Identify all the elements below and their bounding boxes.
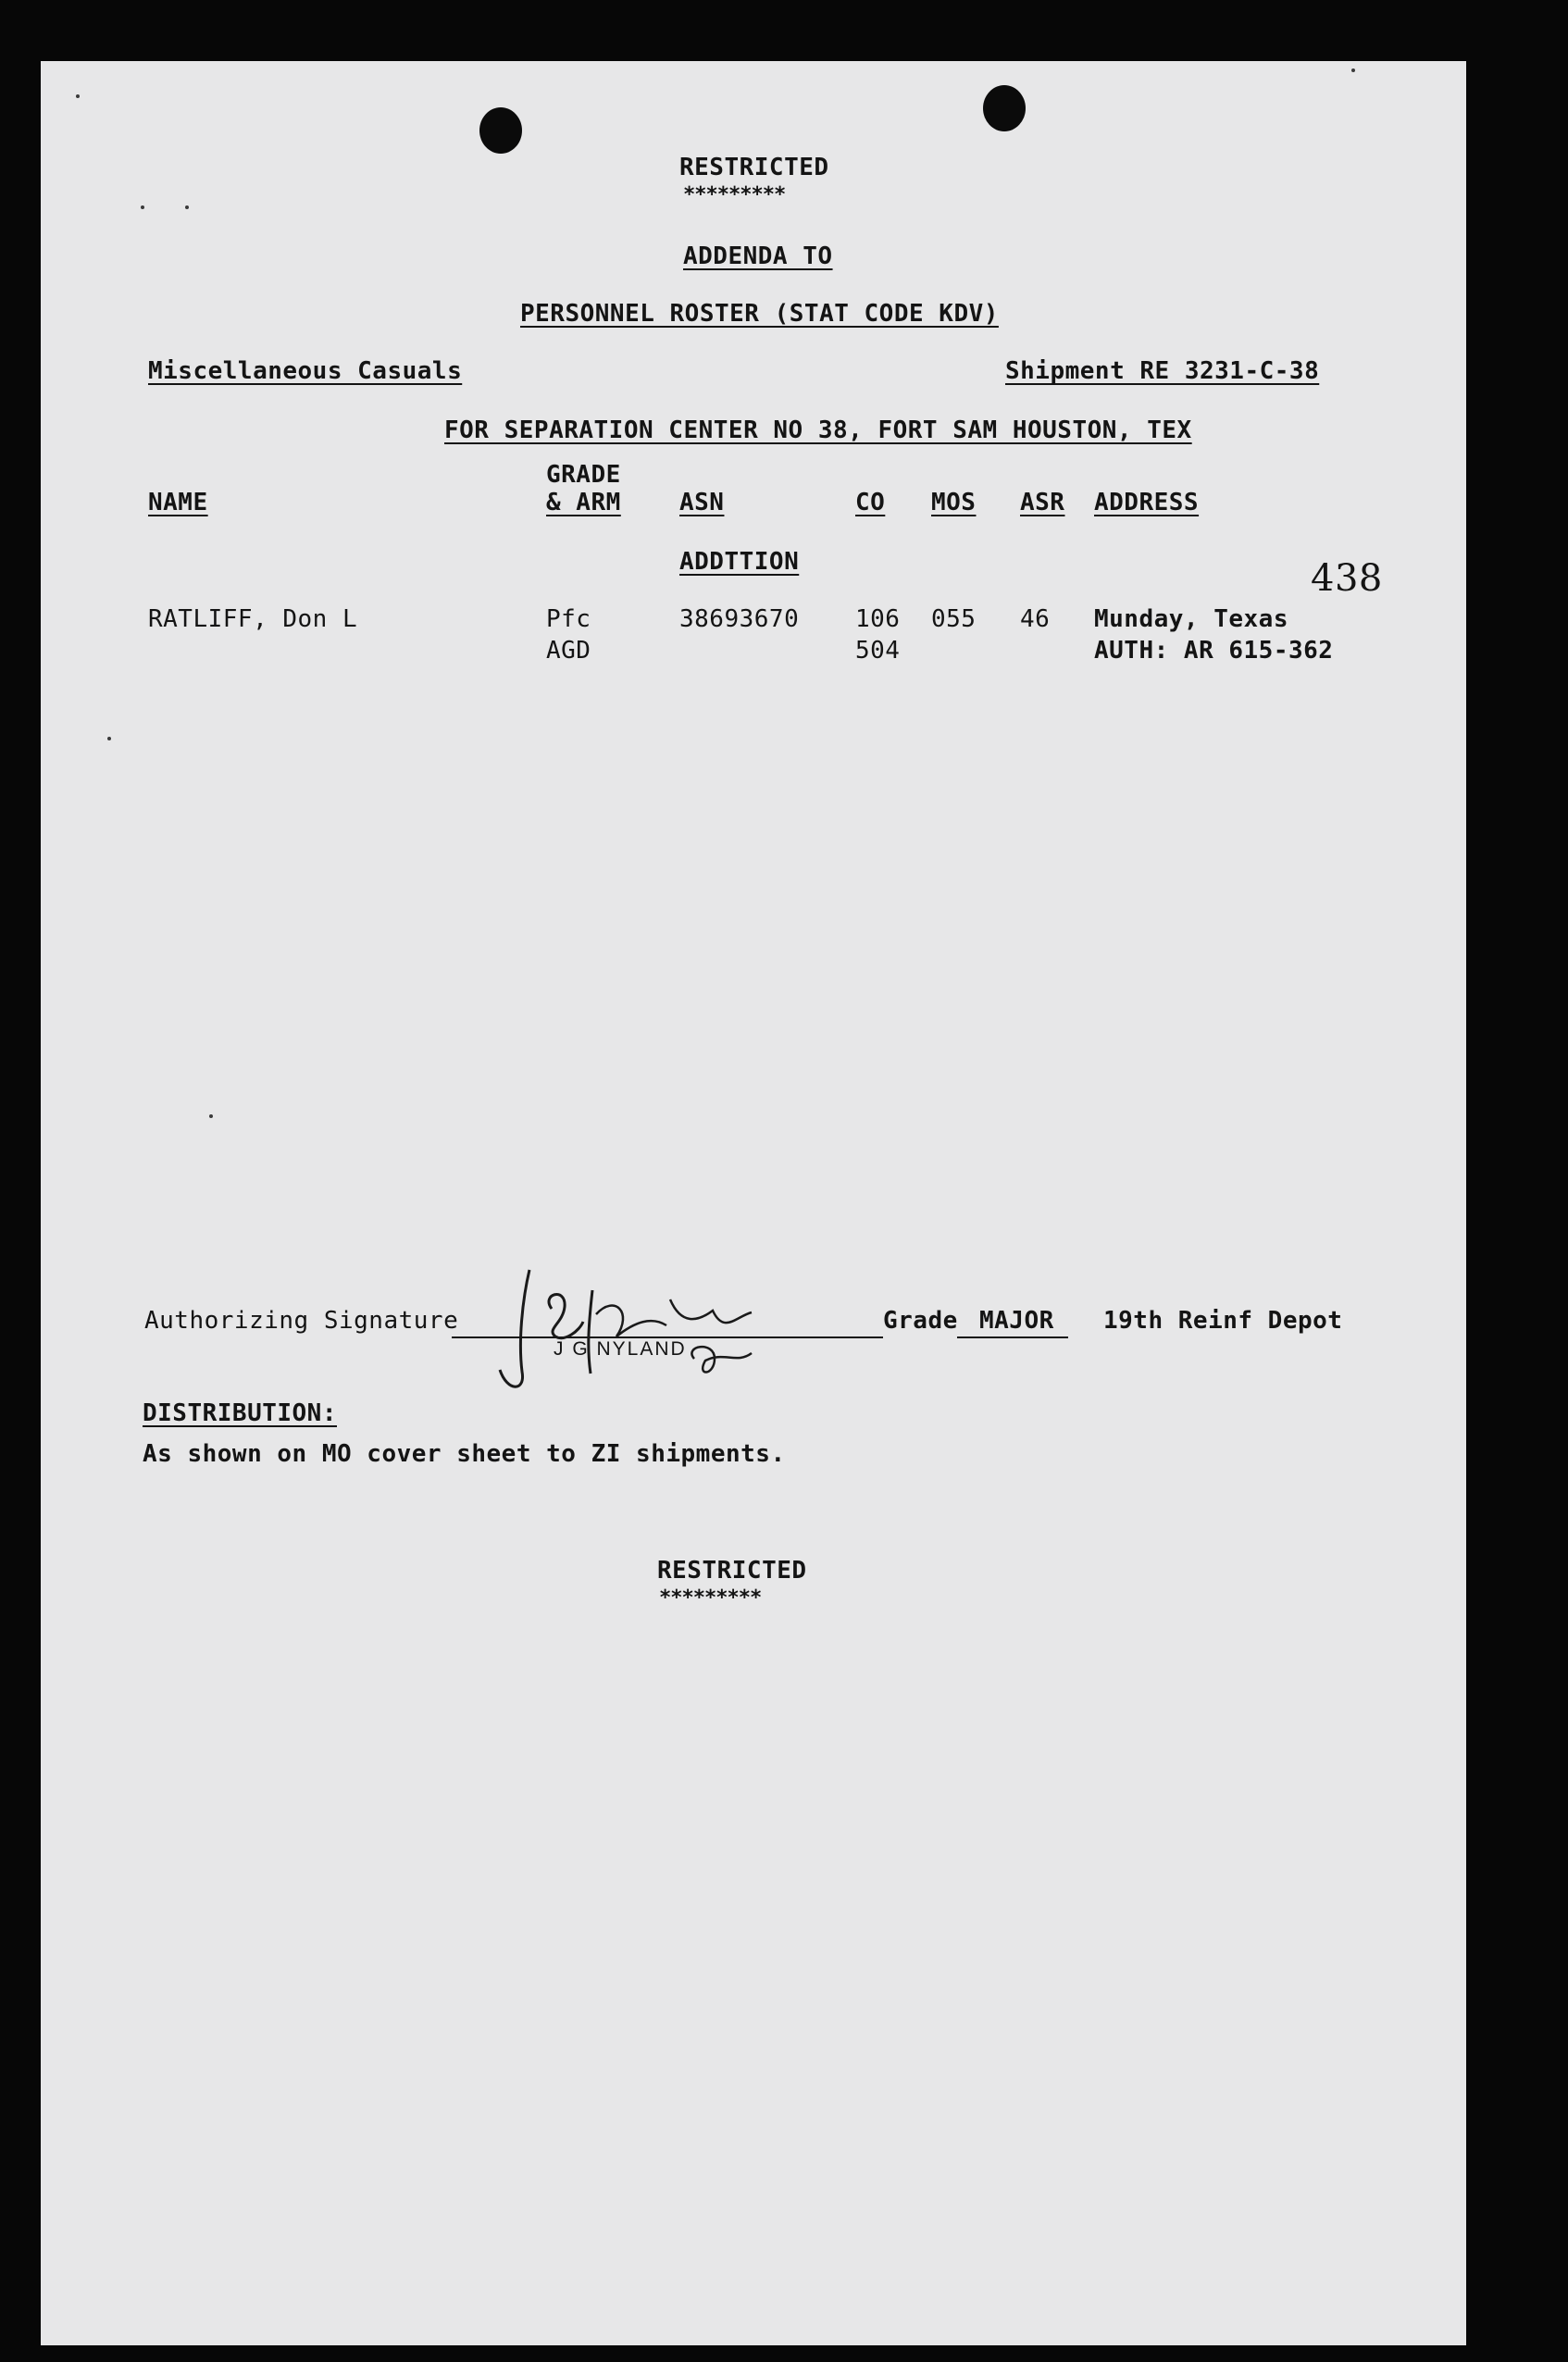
col-mos: MOS bbox=[931, 489, 977, 516]
group-label: Miscellaneous Casuals bbox=[148, 357, 463, 385]
distribution-text: As shown on MO cover sheet to ZI shipments. bbox=[143, 1440, 786, 1468]
page-number: 438 bbox=[1311, 557, 1383, 600]
punch-hole-right bbox=[983, 85, 1026, 131]
row-grade: Pfc bbox=[546, 605, 591, 633]
document-page bbox=[41, 61, 1466, 2345]
addenda-heading: ADDENDA TO bbox=[683, 242, 833, 270]
handwritten-signature bbox=[476, 1257, 790, 1396]
signature-label: Authorizing Signature bbox=[144, 1307, 459, 1335]
speck bbox=[1351, 68, 1355, 72]
grade-line bbox=[957, 1336, 1068, 1338]
row-address: Munday, Texas bbox=[1094, 605, 1288, 633]
col-address: ADDRESS bbox=[1094, 489, 1200, 516]
punch-hole-left bbox=[479, 107, 522, 154]
col-grade-top: GRADE bbox=[546, 461, 621, 489]
classification-bottom: RESTRICTED bbox=[657, 1557, 807, 1585]
row-arm: AGD bbox=[546, 637, 591, 665]
row-co-2: 504 bbox=[855, 637, 901, 665]
stars-bottom: ********* bbox=[659, 1586, 762, 1610]
col-asr: ASR bbox=[1020, 489, 1065, 516]
section-label: ADDTTION bbox=[679, 548, 800, 576]
row-asr: 46 bbox=[1020, 605, 1051, 633]
typed-name: J G NYLAND bbox=[554, 1338, 687, 1360]
unit-label: 19th Reinf Depot bbox=[1103, 1307, 1343, 1335]
row-mos: 055 bbox=[931, 605, 977, 633]
col-co: CO bbox=[855, 489, 886, 516]
grade-value: MAJOR bbox=[979, 1307, 1054, 1335]
destination-line: FOR SEPARATION CENTER NO 38, FORT SAM HOUSTON, TEX bbox=[444, 416, 1192, 444]
classification-top: RESTRICTED bbox=[679, 154, 829, 181]
grade-label: Grade bbox=[883, 1307, 958, 1335]
col-grade-bottom: & ARM bbox=[546, 489, 621, 516]
distribution-label: DISTRIBUTION: bbox=[143, 1399, 337, 1427]
shipment-number: Shipment RE 3231-C-38 bbox=[1005, 357, 1320, 385]
speck bbox=[141, 205, 144, 209]
speck bbox=[185, 205, 189, 209]
roster-title: PERSONNEL ROSTER (STAT CODE KDV) bbox=[520, 300, 999, 328]
row-asn: 38693670 bbox=[679, 605, 800, 633]
row-name: RATLIFF, Don L bbox=[148, 605, 358, 633]
stars-top: ********* bbox=[683, 183, 786, 206]
row-co: 106 bbox=[855, 605, 901, 633]
col-asn: ASN bbox=[679, 489, 725, 516]
col-name: NAME bbox=[148, 489, 208, 516]
speck bbox=[107, 737, 111, 740]
speck bbox=[209, 1114, 213, 1118]
speck bbox=[76, 94, 80, 98]
row-authority: AUTH: AR 615-362 bbox=[1094, 637, 1334, 665]
